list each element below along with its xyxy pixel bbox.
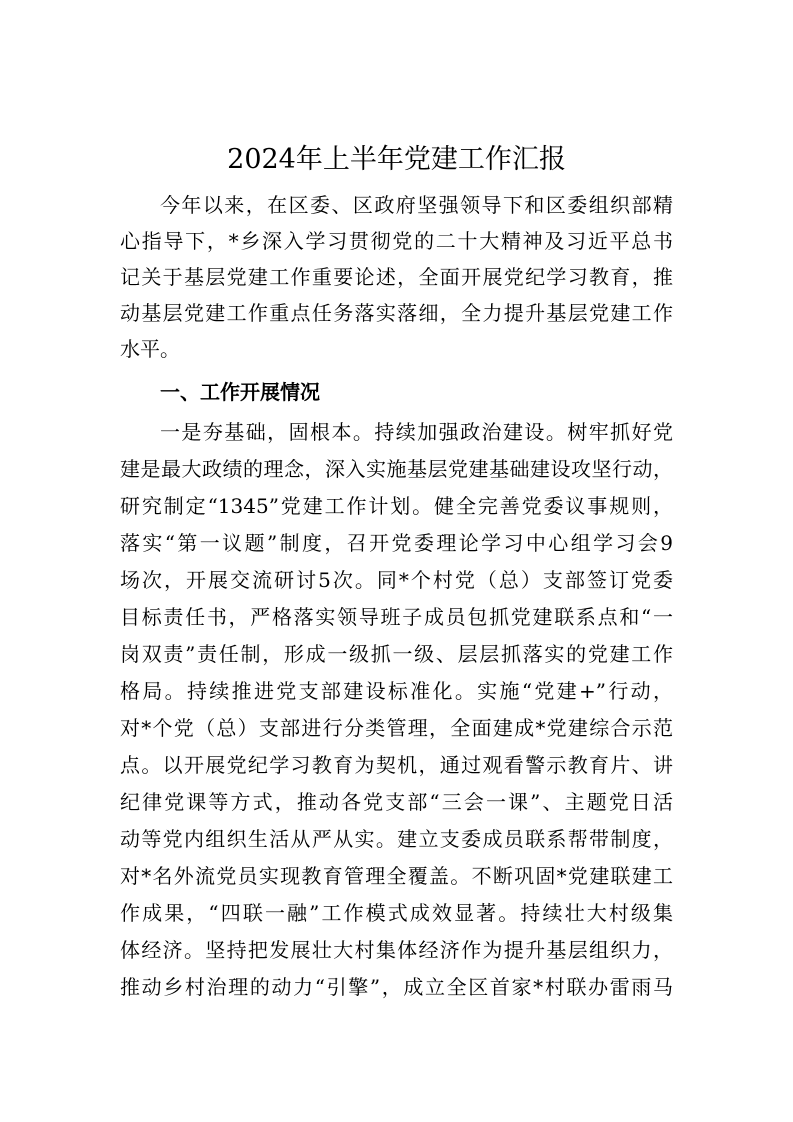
body-line-6: 目标责任书，严格落实领导班子成员包抓党建联系点和“一 <box>120 605 673 629</box>
body-line-9: 对*个党（总）支部进行分类管理，全面建成*党建综合示范 <box>120 716 673 740</box>
body-line-14: 作成果，“四联一融”工作模式成效显著。持续壮大村级集 <box>120 901 673 925</box>
body-line-16: 推动乡村治理的动力“引擎”，成立全区首家*村联办雷雨马 <box>120 975 673 999</box>
intro-line-1: 今年以来，在区委、区政府坚强领导下和区委组织部精 <box>160 193 673 217</box>
body-line-4: 落实“第一议题”制度，召开党委理论学习中心组学习会9 <box>120 531 673 555</box>
intro-line-4: 动基层党建工作重点任务落实落细，全力提升基层党建工作 <box>120 301 673 325</box>
body-line-7: 岗双责”责任制，形成一级抓一级、层层抓落实的党建工作 <box>120 642 673 666</box>
body-line-5: 场次，开展交流研讨5次。同*个村党（总）支部签订党委 <box>120 568 673 592</box>
body-line-1: 一是夯基础，固根本。持续加强政治建设。树牢抓好党 <box>160 420 673 444</box>
section-heading: 一、工作开展情况 <box>160 380 320 404</box>
body-line-10: 点。以开展党纪学习教育为契机，通过观看警示教育片、讲 <box>120 753 673 777</box>
body-line-11: 纪律党课等方式，推动各党支部“三会一课”、主题党日活 <box>120 790 673 814</box>
body-line-13: 对*名外流党员实现教育管理全覆盖。不断巩固*党建联建工 <box>120 864 673 888</box>
intro-line-3: 记关于基层党建工作重要论述，全面开展党纪学习教育，推 <box>120 265 673 289</box>
intro-line-2: 心指导下，*乡深入学习贯彻党的二十大精神及习近平总书 <box>120 229 673 253</box>
document-title: 2024年上半年党建工作汇报 <box>227 144 566 175</box>
body-line-15: 体经济。坚持把发展壮大村集体经济作为提升基层组织力， <box>120 938 673 962</box>
body-line-12: 动等党内组织生活从严从实。建立支委成员联系帮带制度， <box>120 827 673 851</box>
body-line-8: 格局。持续推进党支部建设标准化。实施“党建+”行动， <box>120 679 673 703</box>
body-line-2: 建是最大政绩的理念，深入实施基层党建基础建设攻坚行动， <box>120 457 673 481</box>
body-line-3: 研究制定“1345”党建工作计划。健全完善党委议事规则， <box>120 494 673 518</box>
intro-line-5: 水平。 <box>120 337 180 361</box>
